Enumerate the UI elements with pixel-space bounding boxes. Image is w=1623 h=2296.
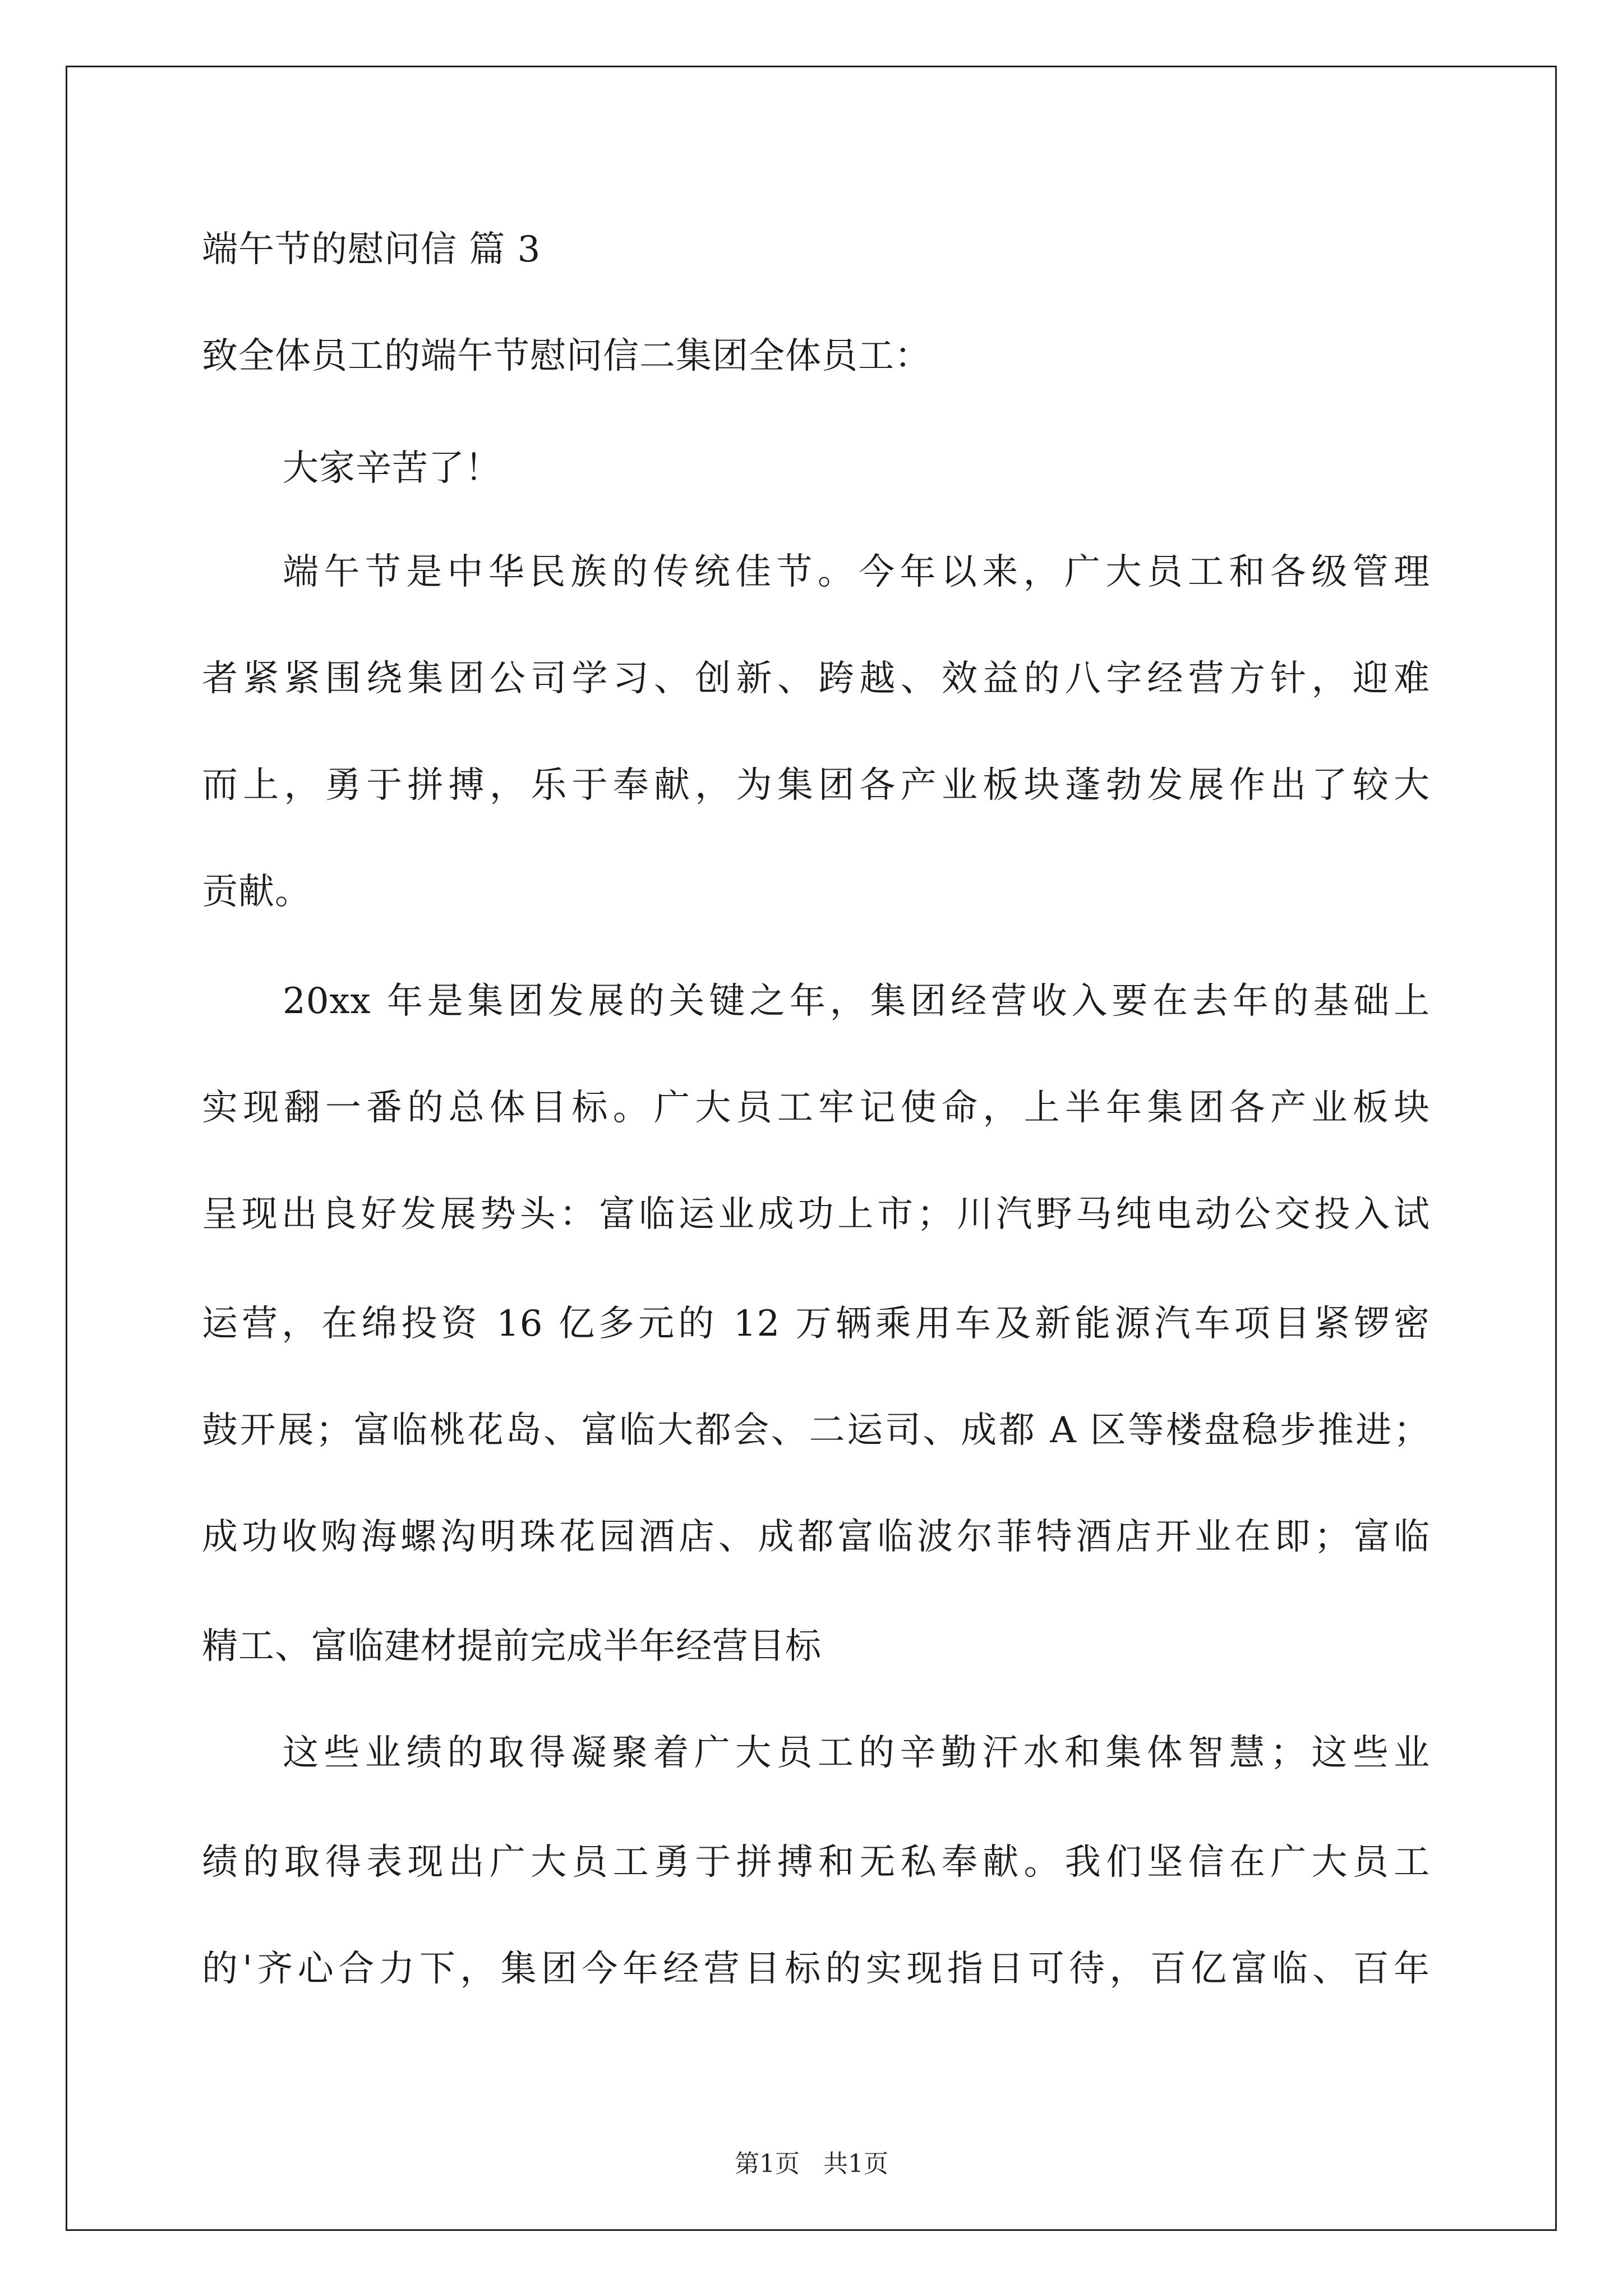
salutation: 致全体员工的端午节慰问信二集团全体员工： — [202, 335, 931, 377]
paragraph-line: 绩的取得表现出广大员工勇于拼搏和无私奉献。我们坚信在广大员工 — [202, 1842, 1430, 1883]
paragraph-line: 20xx 年是集团发展的关键之年，集团经营收入要在去年的基础上 — [283, 981, 1430, 1022]
paragraph-line: 呈现出良好发展势头：富临运业成功上市；川汽野马纯电动公交投入试 — [202, 1194, 1430, 1235]
page-border — [66, 66, 1557, 2231]
paragraph-line: 的'齐心合力下，集团今年经营目标的实现指日可待，百亿富临、百年 — [202, 1948, 1430, 1990]
paragraph-line: 者紧紧围绕集团公司学习、创新、跨越、效益的八字经营方针，迎难 — [202, 658, 1430, 700]
paragraph-line: 贡献。 — [202, 871, 311, 913]
page-footer: 第1页 共1页 — [735, 2150, 888, 2178]
document-heading: 端午节的慰问信 篇 3 — [202, 229, 541, 270]
paragraph-line: 这些业绩的取得凝聚着广大员工的辛勤汗水和集体智慧；这些业 — [283, 1732, 1430, 1774]
paragraph-line: 鼓开展；富临桃花岛、富临大都会、二运司、成都 A 区等楼盘稳步推进； — [202, 1410, 1430, 1451]
paragraph-line: 端午节是中华民族的传统佳节。今年以来，广大员工和各级管理 — [283, 551, 1430, 593]
paragraph-line: 精工、富临建材提前完成半年经营目标 — [202, 1626, 822, 1667]
greeting: 大家辛苦了！ — [283, 448, 501, 489]
paragraph-line: 而上，勇于拼搏，乐于奉献，为集团各产业板块蓬勃发展作出了较大 — [202, 765, 1430, 806]
paragraph-line: 成功收购海螺沟明珠花园酒店、成都富临波尔菲特酒店开业在即；富临 — [202, 1516, 1430, 1558]
paragraph-line: 实现翻一番的总体目标。广大员工牢记使命，上半年集团各产业板块 — [202, 1087, 1430, 1129]
paragraph-line: 运营，在绵投资 16 亿多元的 12 万辆乘用车及新能源汽车项目紧锣密 — [202, 1303, 1430, 1345]
